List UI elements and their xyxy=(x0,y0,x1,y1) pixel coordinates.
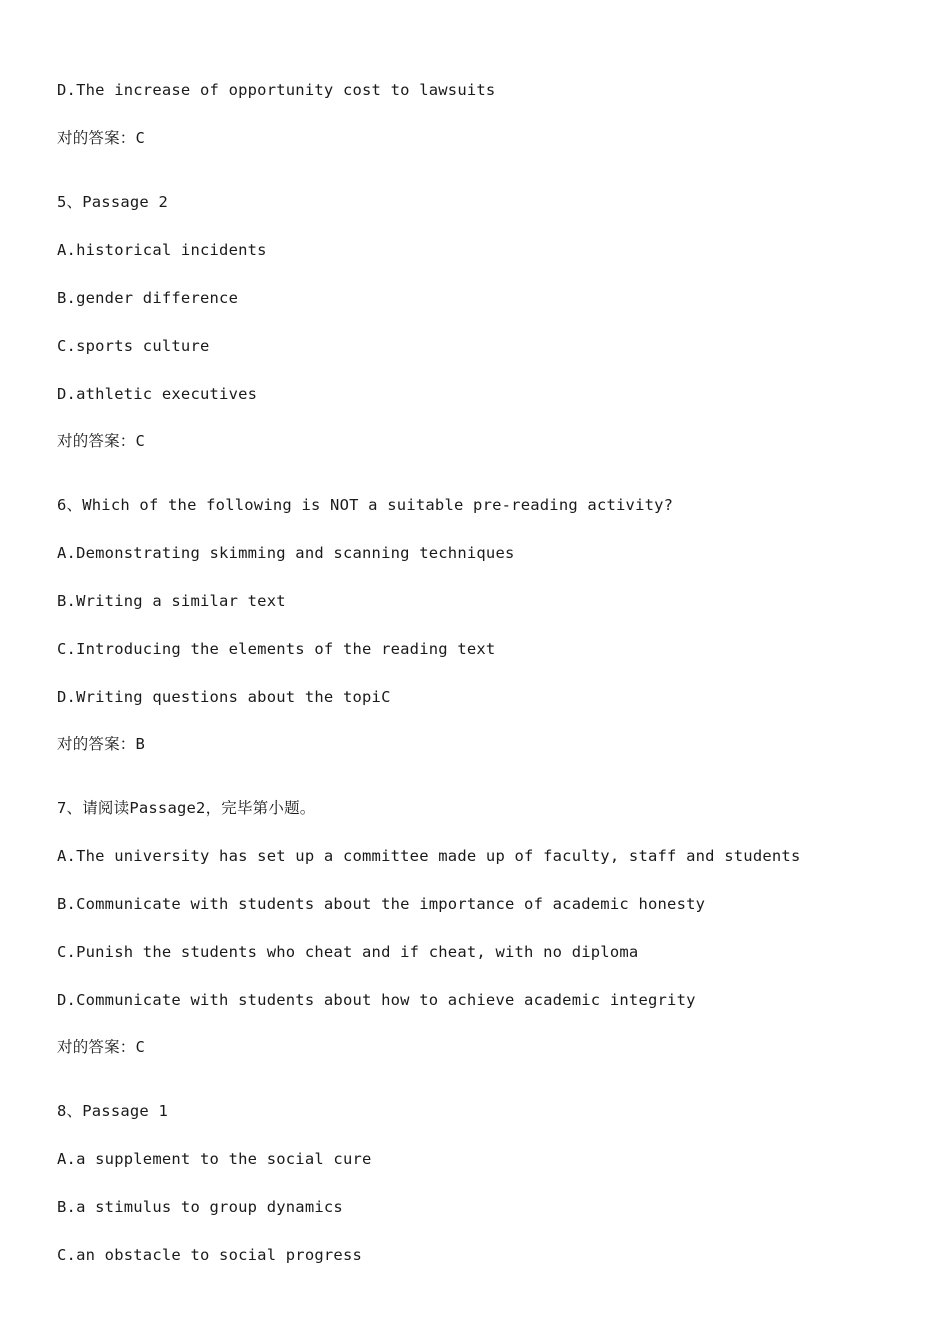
q6-option-c: C.Introducing the elements of the reading text xyxy=(57,640,496,658)
q8-option-b: B.a stimulus to group dynamics xyxy=(57,1198,343,1216)
q5-option-d: D.athletic executives xyxy=(57,385,258,403)
q6-question: 6、Which of the following is NOT a suitable pre-reading activity? xyxy=(57,496,674,514)
q7-option-c: C.Punish the students who cheat and if cheat, with no diploma xyxy=(57,943,639,961)
q6-option-d: D.Writing questions about the topiC xyxy=(57,688,391,706)
q7-option-b: B.Communicate with students about the importance of academic honesty xyxy=(57,895,706,913)
q6-option-b: B.Writing a similar text xyxy=(57,592,286,610)
q8-option-a: A.a supplement to the social cure xyxy=(57,1150,372,1168)
q5-option-c: C.sports culture xyxy=(57,337,210,355)
q7-question: 7、请阅读Passage2，完毕第小题。 xyxy=(57,799,316,817)
q5-question: 5、Passage 2 xyxy=(57,193,169,211)
q5-option-a: A.historical incidents xyxy=(57,241,267,259)
q6-answer: 对的答案：B xyxy=(57,735,146,753)
q7-answer: 对的答案：C xyxy=(57,1038,146,1056)
q8-question: 8、Passage 1 xyxy=(57,1102,169,1120)
q6-option-a: A.Demonstrating skimming and scanning techniques xyxy=(57,544,515,562)
q5-answer: 对的答案：C xyxy=(57,432,146,450)
q4-answer: 对的答案：C xyxy=(57,129,146,147)
q7-option-a: A.The university has set up a committee made up of faculty, staff and students xyxy=(57,847,801,865)
q8-option-c: C.an obstacle to social progress xyxy=(57,1246,363,1264)
q4-option-d: D.The increase of opportunity cost to lawsuits xyxy=(57,81,496,99)
q7-option-d: D.Communicate with students about how to achieve academic integrity xyxy=(57,991,696,1009)
q5-option-b: B.gender difference xyxy=(57,289,239,307)
